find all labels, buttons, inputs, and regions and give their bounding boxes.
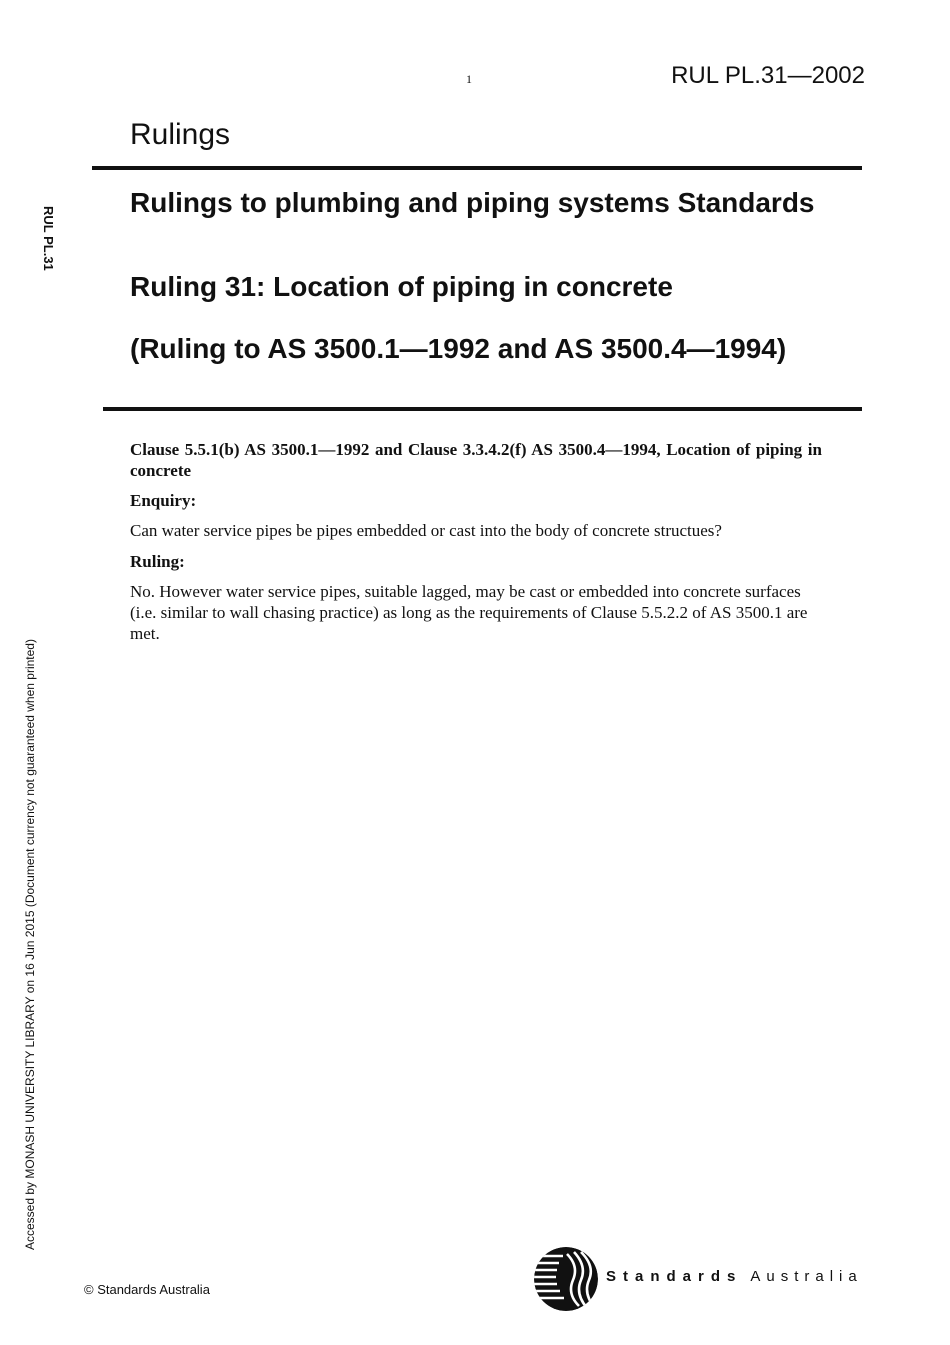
document-id: RUL PL.31—2002 bbox=[671, 62, 865, 89]
ruling-scope: (Ruling to AS 3500.1—1992 and AS 3500.4—1994) bbox=[130, 333, 787, 364]
top-divider bbox=[92, 166, 862, 170]
standards-australia-wordmark bbox=[606, 1268, 863, 1285]
ruling-title: Ruling 31: Location of piping in concrete bbox=[130, 271, 673, 302]
section-label: Rulings bbox=[130, 118, 231, 151]
page-number: 1 bbox=[466, 72, 472, 86]
ruling-heading: Ruling: bbox=[130, 552, 185, 571]
wordmark-standards: Standards bbox=[606, 1268, 743, 1285]
clause-reference: Clause 5.5.1(b) AS 3500.1—1992 and Clause 3.3.4.2(f) AS 3500.4—1994, Location of piping in concrete bbox=[130, 440, 822, 480]
standards-australia-logo-icon bbox=[533, 1246, 599, 1312]
side-document-code: RUL PL.31 bbox=[41, 206, 56, 271]
enquiry-text: Can water service pipes be pipes embedded or cast into the body of concrete structues? bbox=[130, 521, 722, 540]
document-title: Rulings to plumbing and piping systems Standards bbox=[130, 187, 815, 218]
ruling-text: No. However water service pipes, suitable lagged, may be cast or embedded into concrete surfaces (i.e. similar to wall chasing practice) as long as the requirements of Clause 5.5.2.2 of AS 3500.1 are met. bbox=[130, 582, 808, 643]
footer-copyright: © Standards Australia bbox=[84, 1282, 210, 1297]
enquiry-heading: Enquiry: bbox=[130, 491, 197, 510]
access-notice: Accessed by MONASH UNIVERSITY LIBRARY on 16 Jun 2015 (Document currency not guaranteed when printed) bbox=[23, 639, 37, 1250]
wordmark-australia: Australia bbox=[750, 1268, 863, 1285]
title-divider bbox=[103, 407, 862, 411]
